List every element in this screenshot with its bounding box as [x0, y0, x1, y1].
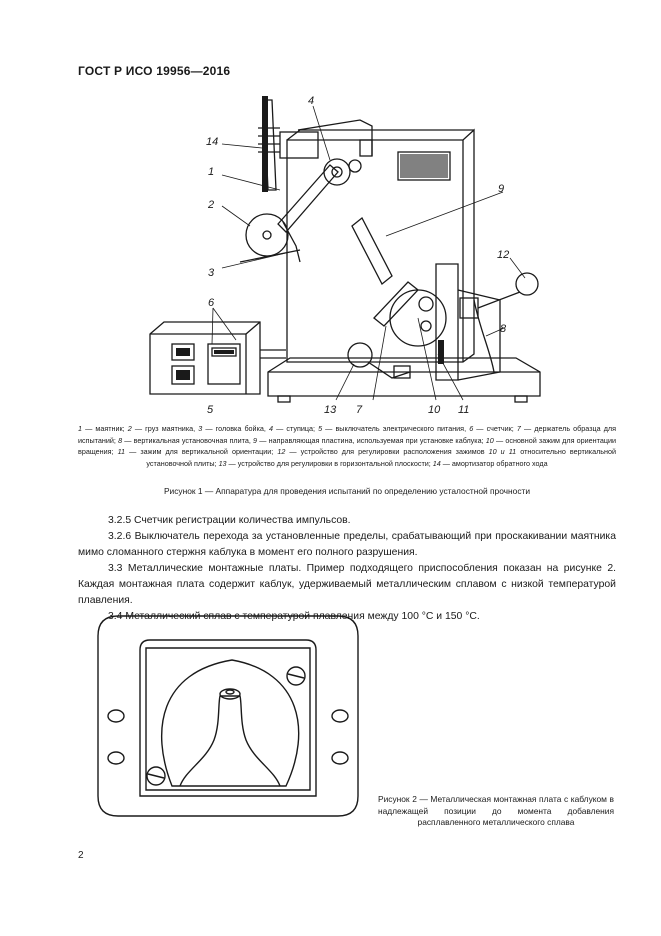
callout-14: 14: [206, 136, 219, 148]
callout-11: 11: [458, 404, 470, 416]
callout-4: 4: [308, 95, 315, 107]
callout-10: 10: [428, 404, 441, 416]
callout-7: 7: [356, 404, 363, 416]
paragraph-3-4: 3.4 Металлический сплав с температурой плавления между 100 °С и 150 °С.: [108, 611, 480, 622]
callout-13: 13: [324, 404, 337, 416]
callout-5: 5: [207, 404, 214, 416]
page-number: 2: [78, 850, 84, 861]
callout-2: 2: [208, 199, 215, 211]
callout-3: 3: [208, 267, 215, 279]
callout-9: 9: [498, 183, 505, 195]
paragraph-3-2-6: 3.2.6 Выключатель перехода за установленные пределы, срабатывающий при проскакивании маятника мимо сломанного стержня каблука в момент его полного разрушения.: [78, 531, 616, 558]
paragraph-3-2-5: 3.2.5 Счетчик регистрации количества импульсов.: [108, 515, 351, 526]
document-header: ГОСТ Р ИСО 19956—2016: [78, 64, 231, 78]
body-text: [78, 513, 616, 625]
callout-6: 6: [208, 297, 215, 309]
paragraph-3-3: 3.3 Металлические монтажные платы. Пример подходящего приспособления показан на рисунке 2. Каждая монтажная плата содержит каблук, удерживаемый металлическим сплавом с низкой температурой плавления.: [78, 563, 616, 606]
figure-1-apparatus-drawing: [140, 88, 560, 420]
figure-2-mounting-plate-drawing: [88, 612, 368, 822]
callout-12: 12: [497, 249, 510, 261]
callout-1: 1: [208, 166, 215, 178]
figure-2-caption: Рисунок 2 — Металлическая монтажная плата с каблуком в надлежащей позиции до момента добавления расплавленного металлического сплава: [378, 794, 614, 827]
figure-1-legend: 1 — маятник; 2 — груз маятника, 3 — головка бойка, 4 — ступица; 5 — выключатель электрического питания, 6 — счетчик; 7 — держатель образца для испытаний; 8 — вертикальная установочная плита, 9 — направляющая пластина, используемая при установке каблука; 10 — основной зажим для ориентации вращения; 11 — зажим для вертикальной ориентации; 12 — устройство для регулировки расположения зажимов 10 и 11 относительно вертикальной установочной плиты; 13 — устройство для регулировки в горизонтальной плоскости; 14 — амортизатор обратного хода: [78, 424, 617, 468]
figure-1-caption: Рисунок 1 — Аппаратура для проведения испытаний по определению усталостной прочности: [163, 486, 531, 496]
callout-8: 8: [500, 323, 507, 335]
